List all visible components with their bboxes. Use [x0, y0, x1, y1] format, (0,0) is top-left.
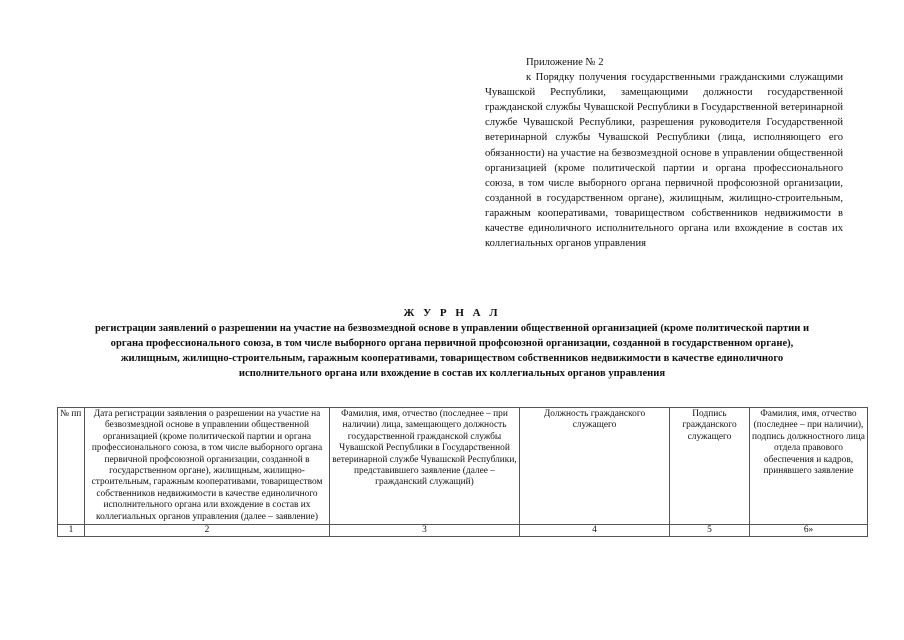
registration-table: [57, 407, 868, 537]
table-header-row: [58, 408, 868, 525]
header-cell-receiver: Фамилия, имя, отчество (последнее – при наличии), подпись должностного лица отдела правового обеспечения и кадров, принявшего заявление: [750, 408, 868, 525]
appendix-heading: Приложение № 2: [526, 57, 604, 68]
journal-subtitle: регистрации заявлений о разрешении на участие на безвозмездной основе в управлении общественной организацией (кроме политической партии и органа профессионального союза, в том числе выборного органа первичной профсоюзной организации, созданной в государственном органе), жилищным, жилищно-строительным, гаражным кооперативами, товариществом собственников недвижимости в качестве единоличного исполнительного органа или вхождение в состав их коллегиальных органов управления: [94, 323, 810, 379]
column-number-cell: 3: [330, 525, 520, 537]
appendix-block: [485, 55, 843, 251]
header-cell-fullname: Фамилия, имя, отчество (последнее – при наличии) лица, замещающего должность государственной гражданской службы Чувашской Республики в Государственной ветеринарной службе Чувашской Республики, представившего заявление (далее – гражданский служащий): [330, 408, 520, 525]
journal-title: Ж У Р Н А Л: [403, 307, 501, 319]
header-cell-date: Дата регистрации заявления о разрешении на участие на безвозмездной основе в управлении общественной организацией (кроме политической партии и органа профессионального союза, в том числе выборного органа первичной профсоюзной организации, созданной в государственном органе), жилищным, жилищно-строительным, гаражным кооперативами, товариществом собственников недвижимости в качестве единоличного исполнительного органа или вхождение в состав их коллегиальных органов управления (далее – заявление): [85, 408, 330, 525]
column-number-cell: 5: [670, 525, 750, 537]
table-row: [58, 525, 868, 537]
column-number-cell: 6»: [750, 525, 868, 537]
column-number-cell: 1: [58, 525, 85, 537]
appendix-text: к Порядку получения государственными гражданскими служащими Чувашской Республики, замещающими должности государственной гражданской службы Чувашской Республики в Государственной ветеринарной службе Чувашской Республики, разрешения руководителя Государственной ветеринарной службы Чувашской Республики (лица, исполняющего его обязанности) на участие на безвозмездной основе в управлении общественной организацией (кроме политической партии и органа профессионального союза, в том числе выборного органа первичной профсоюзной организации, созданной в государственном органе), жилищным, жилищно-строительным, гаражным кооперативами, товариществом собственников недвижимости в качестве единоличного исполнительного органа или вхождение в состав их коллегиальных органов управления: [485, 72, 843, 250]
header-cell-signature: Подпись гражданского служащего: [670, 408, 750, 525]
column-number-cell: 4: [520, 525, 670, 537]
header-cell-number: № пп: [58, 408, 85, 525]
header-cell-position: Должность гражданского служащего: [520, 408, 670, 525]
column-number-cell: 2: [85, 525, 330, 537]
